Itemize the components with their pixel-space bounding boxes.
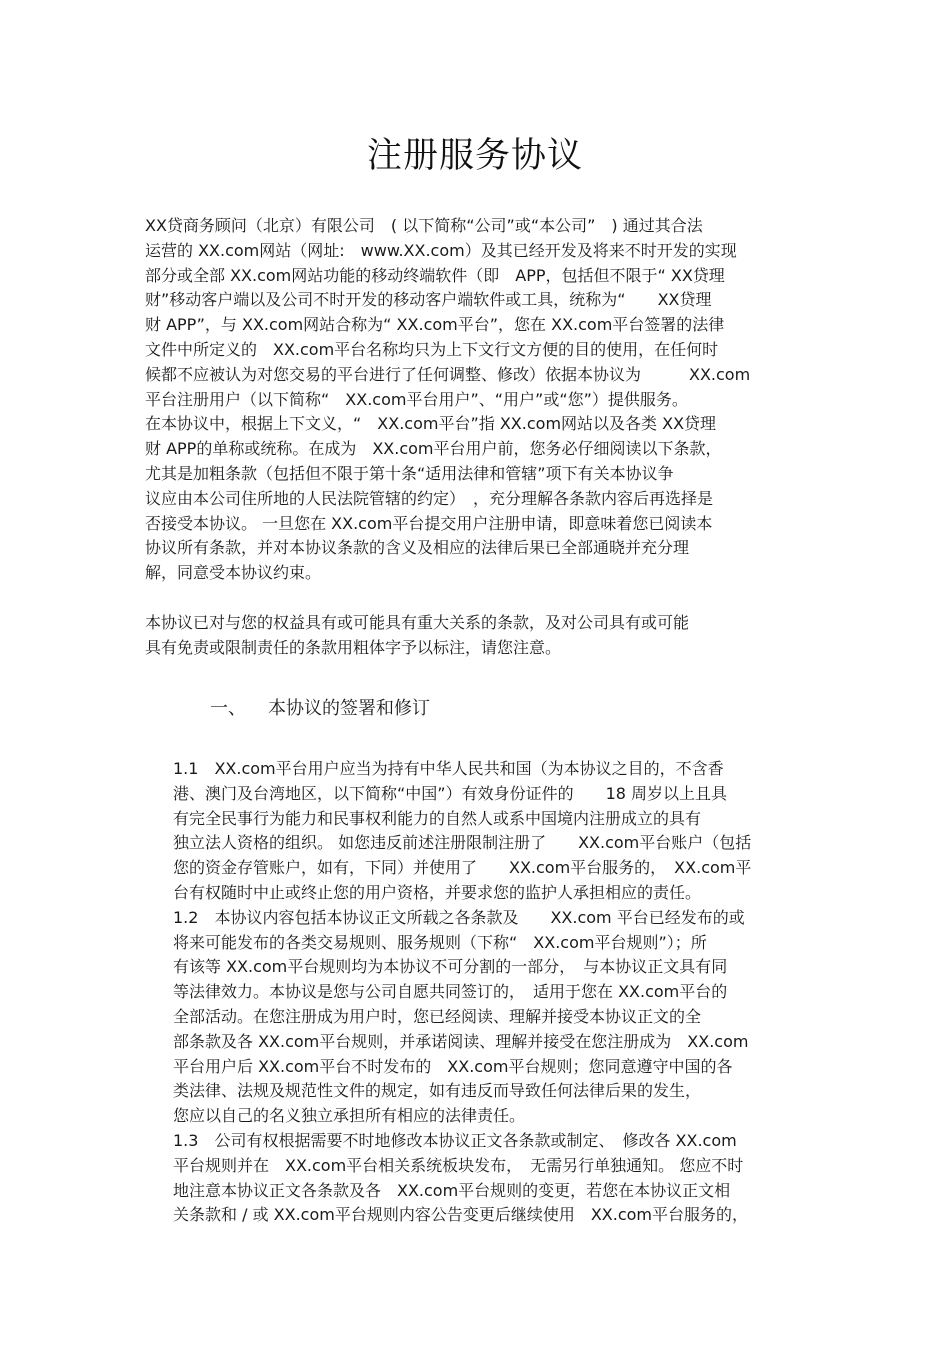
- text-line: 财”移动客户端以及公司不时开发的移动客户端软件或工具，统称为“ XX贷理: [145, 290, 712, 310]
- text-line: 具有免责或限制责任的条款用粗体字予以标注，请您注意。: [145, 637, 562, 657]
- text-line: 您的资金存管账户，如有，下同）并使用了 XX.com平台服务的， XX.com平: [173, 858, 752, 878]
- text-line: 有该等 XX.com平台规则均为本协议不可分割的一部分， 与本协议正文具有同: [173, 957, 728, 977]
- text-line: 部条款及各 XX.com平台规则，并承诺阅读、理解并接受在您注册成为 XX.com: [173, 1031, 749, 1051]
- section-1-body: [173, 757, 751, 1228]
- text-line: 港、澳门及台湾地区，以下简称“中国”）有效身份证件的 18 周岁以上且具: [173, 783, 728, 803]
- text-line: 财 APP的单称或统称。在成为 XX.com平台用户前，您务必仔细阅读以下条款，: [145, 439, 722, 459]
- text-line: 1.1 XX.com平台用户应当为持有中华人民共和国（为本协议之目的，不含香: [173, 759, 724, 778]
- section-title: 本协议的签署和修订: [268, 698, 430, 719]
- text-line: 等法律效力。本协议是您与公司自愿共同签订的， 适用于您在 XX.com平台的: [173, 982, 728, 1002]
- text-line: 尤其是加粗条款（包括但不限于第十条“适用法律和管辖”项下有关本协议争: [145, 463, 674, 483]
- text-line: 关条款和 / 或 XX.com平台规则内容公告变更后继续使用 XX.com平台服务的，: [173, 1205, 749, 1225]
- text-line: 部分或全部 XX.com网站功能的移动终端软件（即 APP，包括但不限于“ XX贷理: [145, 265, 725, 285]
- text-line: 运营的 XX.com网站（网址: www.XX.com）及其已经开发及将来不时开发的实现: [145, 240, 737, 260]
- document-title: 注册服务协议: [366, 136, 583, 176]
- text-line: 类法律、法规及规范性文件的规定，如有违反而导致任何法律后果的发生，: [173, 1081, 702, 1101]
- text-line: 1.2 本协议内容包括本协议正文所载之各条款及 XX.com 平台已经发布的或: [173, 907, 745, 927]
- text-line: 候都不应被认为对您交易的平台进行了任何调整、修改）依据本协议为 XX.com: [145, 364, 751, 384]
- text-line: 在本协议中，根据上下文义，“ XX.com平台”指 XX.com网站以及各类 XX贷理: [145, 414, 717, 434]
- text-line: 地注意本协议正文各条款及各 XX.com平台规则的变更，若您在本协议正文相: [173, 1180, 731, 1200]
- notice-paragraph: [145, 611, 689, 661]
- text-line: 解，同意受本协议约束。: [145, 563, 322, 583]
- text-line: 平台规则并在 XX.com平台相关系统板块发布， 无需另行单独通知。 您应不时: [173, 1155, 744, 1175]
- text-line: 否接受本协议。 一旦您在 XX.com平台提交用户注册申请，即意味着您已阅读本: [145, 513, 713, 533]
- text-line: 有完全民事行为能力和民事权利能力的自然人或系中国境内注册成立的具有: [173, 808, 702, 828]
- text-line: 将来可能发布的各类交易规则、服务规则（下称“ XX.com平台规则”）；所: [173, 932, 707, 952]
- text-line: 协议所有条款，并对本协议条款的含义及相应的法律后果已全部通晓并充分理: [145, 538, 690, 558]
- section-heading: [210, 696, 430, 722]
- text-line: 平台注册用户（以下简称“ XX.com平台用户”、“用户”或“您”）提供服务。: [145, 389, 688, 409]
- text-line: 1.3 公司有权根据需要不时地修改本协议正文各条款或制定、 修改各 XX.com: [173, 1130, 737, 1150]
- text-line: 议应由本公司住所地的人民法院管辖的约定） ，充分理解各条款内容后再选择是: [145, 488, 714, 508]
- intro-paragraph: [145, 214, 750, 586]
- section-number: 一、: [210, 698, 246, 719]
- text-line: 全部活动。在您注册成为用户时，您已经阅读、理解并接受本协议正文的全: [173, 1006, 702, 1026]
- text-line: 本协议已对与您的权益具有或可能具有重大关系的条款，及对公司具有或可能: [145, 613, 690, 632]
- text-line: 文件中所定义的 XX.com平台名称均只为上下文行文方便的目的使用，在任何时: [145, 339, 719, 359]
- text-line: 独立法人资格的组织。 如您违反前述注册限制注册了 XX.com平台账户（包括: [173, 833, 752, 853]
- text-line: 财 APP”，与 XX.com网站合称为“ XX.com平台”，您在 XX.com平台签署的法律: [145, 315, 725, 335]
- text-line: XX贷商务顾问（北京）有限公司 ( 以下简称“公司”或“本公司” ) 通过其合法: [145, 216, 703, 235]
- text-line: 您应以自己的名义独立承担所有相应的法律责任。: [173, 1106, 526, 1126]
- text-line: 台有权随时中止或终止您的用户资格，并要求您的监护人承担相应的责任。: [173, 882, 702, 902]
- text-line: 平台用户后 XX.com平台不时发布的 XX.com平台规则；您同意遵守中国的各: [173, 1056, 733, 1076]
